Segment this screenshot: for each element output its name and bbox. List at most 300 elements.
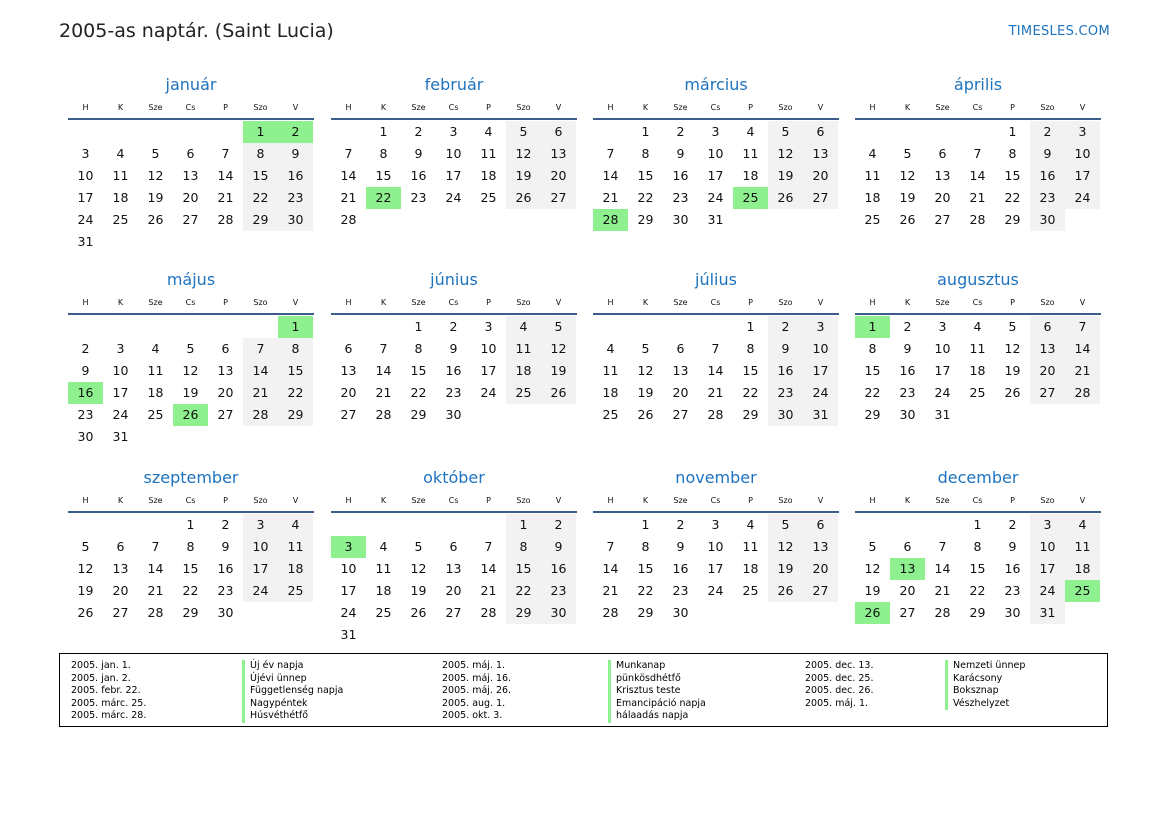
- day-cell: 8: [414, 341, 423, 356]
- weekday-label: H: [607, 103, 614, 112]
- day-cell: 20: [217, 385, 234, 400]
- day-cell: 21: [375, 385, 392, 400]
- day-cell: 17: [445, 168, 462, 183]
- day-cell: 30: [278, 209, 313, 231]
- day-cell: 27: [182, 212, 199, 227]
- day-cell: 16: [768, 360, 803, 382]
- day-cell: 5: [641, 341, 650, 356]
- day-cell: 21: [969, 190, 986, 205]
- day-cell: 10: [1065, 143, 1100, 165]
- legend-holiday-name: Boksznap: [945, 685, 1025, 698]
- day-cell: 11: [969, 341, 986, 356]
- empty-cell: [960, 121, 995, 143]
- day-cell: 23: [672, 583, 689, 598]
- day-cell: 4: [606, 341, 615, 356]
- day-cell: 11: [864, 168, 881, 183]
- day-cell: 7: [379, 341, 388, 356]
- day-cell: 9: [1008, 539, 1017, 554]
- day-cell: 14: [147, 561, 164, 576]
- day-cell: 16: [1004, 561, 1021, 576]
- day-cell: 20: [803, 558, 838, 580]
- day-cell: 9: [221, 539, 230, 554]
- empty-cell: [103, 121, 138, 143]
- day-cell: 19: [899, 190, 916, 205]
- day-cell: 30: [672, 212, 689, 227]
- day-grid: [68, 120, 314, 253]
- day-cell: 26: [410, 605, 427, 620]
- day-cell: 29: [637, 212, 654, 227]
- empty-cell: [243, 602, 278, 624]
- day-cell: 26: [899, 212, 916, 227]
- weekday-header: [855, 293, 1101, 315]
- day-cell: 2: [278, 121, 313, 143]
- empty-cell: [68, 121, 103, 143]
- day-cell: 17: [480, 363, 497, 378]
- month-name: június: [430, 270, 478, 289]
- legend-holiday-name: Új év napja: [242, 660, 343, 673]
- day-cell: 26: [541, 382, 576, 404]
- day-cell: 30: [217, 605, 234, 620]
- day-cell: 12: [1004, 341, 1021, 356]
- day-cell: 5: [414, 539, 423, 554]
- day-cell: 8: [973, 539, 982, 554]
- day-cell: 13: [112, 561, 129, 576]
- day-cell: 6: [541, 121, 576, 143]
- day-cell: 6: [676, 341, 685, 356]
- day-cell: 16: [1030, 165, 1065, 187]
- day-cell: 27: [803, 580, 838, 602]
- weekday-label: H: [607, 298, 614, 307]
- day-cell: 24: [1065, 187, 1100, 209]
- day-cell: 27: [445, 605, 462, 620]
- day-cell: 15: [864, 363, 881, 378]
- weekday-label: Cs: [710, 298, 721, 307]
- day-cell: 20: [445, 583, 462, 598]
- day-cell: 23: [541, 580, 576, 602]
- empty-cell: [541, 624, 576, 646]
- day-cell: 30: [1030, 209, 1065, 231]
- day-cell: 28: [340, 212, 357, 227]
- day-cell: 22: [864, 385, 881, 400]
- legend-holiday-name: Karácsony: [945, 673, 1025, 686]
- day-cell: 13: [803, 143, 838, 165]
- day-cell: 12: [637, 363, 654, 378]
- day-cell: 22: [637, 190, 654, 205]
- day-cell: 24: [445, 190, 462, 205]
- day-cell: 2: [541, 514, 576, 536]
- weekday-label: Sze: [411, 298, 426, 307]
- day-cell: 26: [768, 187, 803, 209]
- day-cell: 25: [864, 212, 881, 227]
- day-cell: 2: [1008, 517, 1017, 532]
- day-cell: 11: [1065, 536, 1100, 558]
- day-cell: 22: [182, 583, 199, 598]
- weekday-label: H: [82, 103, 89, 112]
- day-cell: 29: [410, 407, 427, 422]
- empty-cell: [960, 404, 995, 426]
- day-cell: 27: [541, 187, 576, 209]
- month-calendar: [855, 465, 1101, 624]
- day-cell: 21: [602, 190, 619, 205]
- empty-cell: [1065, 404, 1100, 426]
- day-cell: 17: [112, 385, 129, 400]
- day-cell: 28: [375, 407, 392, 422]
- day-cell: 21: [340, 190, 357, 205]
- day-cell: 26: [855, 602, 890, 624]
- legend-holiday-name: Nemzeti ünnep: [945, 660, 1025, 673]
- legend-date: 2005. dec. 25.: [805, 672, 874, 684]
- day-cell: 18: [480, 168, 497, 183]
- legend-holiday-name: hálaadás napja: [608, 710, 706, 723]
- day-cell: 31: [77, 234, 94, 249]
- empty-cell: [208, 121, 243, 143]
- day-cell: 13: [445, 561, 462, 576]
- day-cell: 13: [340, 363, 357, 378]
- empty-cell: [471, 209, 506, 231]
- weekday-label: K: [904, 103, 911, 112]
- legend-name-column: [945, 660, 1025, 710]
- day-cell: 16: [410, 168, 427, 183]
- weekday-label: V: [1079, 103, 1086, 112]
- day-cell: 19: [147, 190, 164, 205]
- empty-cell: [68, 316, 103, 338]
- weekday-label: Sze: [673, 298, 688, 307]
- legend-date: 2005. márc. 28.: [71, 710, 147, 721]
- day-cell: 6: [803, 121, 838, 143]
- day-grid: [593, 513, 839, 624]
- day-cell: 4: [506, 316, 541, 338]
- day-cell: 27: [340, 407, 357, 422]
- day-cell: 7: [1065, 316, 1100, 338]
- legend-date: 2005. okt. 3.: [442, 710, 503, 721]
- weekday-label: P: [1010, 103, 1015, 112]
- day-cell: 7: [243, 338, 278, 360]
- day-cell: 30: [1004, 605, 1021, 620]
- day-cell: 8: [243, 143, 278, 165]
- month-calendar: [855, 267, 1101, 426]
- legend-date: 2005. dec. 26.: [805, 685, 874, 696]
- day-cell: 17: [340, 583, 357, 598]
- empty-cell: [855, 121, 890, 143]
- legend-name-column: [242, 660, 343, 723]
- empty-cell: [366, 209, 401, 231]
- day-grid: [68, 513, 314, 624]
- weekday-label: Szo: [778, 103, 793, 112]
- day-cell: 11: [480, 146, 497, 161]
- day-cell: 14: [340, 168, 357, 183]
- day-cell: 22: [243, 187, 278, 209]
- day-cell: 8: [746, 341, 755, 356]
- day-grid: [855, 315, 1101, 426]
- empty-cell: [173, 121, 208, 143]
- empty-cell: [138, 231, 173, 253]
- day-cell: 8: [641, 539, 650, 554]
- day-cell: 13: [672, 363, 689, 378]
- day-cell: 27: [672, 407, 689, 422]
- day-cell: 9: [541, 536, 576, 558]
- empty-cell: [278, 231, 313, 253]
- day-cell: 11: [602, 363, 619, 378]
- weekday-header: [593, 98, 839, 120]
- day-cell: 27: [803, 187, 838, 209]
- day-cell: 28: [1065, 382, 1100, 404]
- day-grid: [331, 513, 577, 646]
- day-cell: 23: [278, 187, 313, 209]
- weekday-label: P: [486, 103, 491, 112]
- day-cell: 5: [768, 514, 803, 536]
- day-cell: 14: [243, 360, 278, 382]
- day-cell: 3: [711, 124, 720, 139]
- weekday-label: Szo: [253, 298, 268, 307]
- day-cell: 15: [637, 561, 654, 576]
- weekday-header: [855, 98, 1101, 120]
- day-cell: 26: [768, 580, 803, 602]
- day-cell: 30: [899, 407, 916, 422]
- day-cell: 9: [278, 143, 313, 165]
- day-cell: 19: [768, 558, 803, 580]
- day-cell: 14: [217, 168, 234, 183]
- holiday-legend: [59, 653, 1108, 727]
- day-cell: 17: [707, 561, 724, 576]
- legend-holiday-name: Vészhelyzet: [945, 698, 1025, 711]
- day-cell: 5: [768, 121, 803, 143]
- day-cell: 14: [969, 168, 986, 183]
- day-cell: 29: [742, 407, 759, 422]
- legend-date: 2005. máj. 1.: [442, 660, 506, 671]
- day-cell: 24: [707, 190, 724, 205]
- empty-cell: [593, 121, 628, 143]
- legend-date: 2005. máj. 26.: [442, 685, 512, 696]
- weekday-label: Sze: [673, 496, 688, 505]
- day-cell: 5: [868, 539, 877, 554]
- day-cell: 24: [1030, 580, 1065, 602]
- weekday-label: H: [82, 298, 89, 307]
- day-cell: 31: [340, 627, 357, 642]
- day-cell: 23: [445, 385, 462, 400]
- empty-cell: [1065, 602, 1100, 624]
- weekday-label: Sze: [935, 496, 950, 505]
- weekday-label: K: [380, 103, 387, 112]
- weekday-label: Szo: [778, 496, 793, 505]
- day-cell: 19: [1004, 363, 1021, 378]
- month-calendar: [331, 267, 577, 426]
- day-cell: 15: [410, 363, 427, 378]
- day-cell: 12: [768, 143, 803, 165]
- day-cell: 12: [77, 561, 94, 576]
- day-cell: 30: [768, 404, 803, 426]
- day-cell: 4: [484, 124, 493, 139]
- legend-date: 2005. máj. 16.: [442, 672, 512, 684]
- weekday-label: Sze: [148, 298, 163, 307]
- month-calendar: [68, 465, 314, 624]
- weekday-label: V: [817, 298, 824, 307]
- month-name: május: [166, 270, 216, 289]
- weekday-label: V: [817, 103, 824, 112]
- day-cell: 28: [602, 605, 619, 620]
- day-cell: 27: [899, 605, 916, 620]
- weekday-label: Szo: [516, 103, 531, 112]
- weekday-header: [855, 491, 1101, 513]
- empty-cell: [803, 209, 838, 231]
- weekday-label: K: [380, 298, 387, 307]
- day-cell: 31: [1030, 602, 1065, 624]
- day-cell: 27: [217, 407, 234, 422]
- day-cell: 2: [1030, 121, 1065, 143]
- month-calendar: [68, 72, 314, 253]
- day-cell: 2: [903, 319, 912, 334]
- day-cell: 25: [506, 382, 541, 404]
- month-calendar: [331, 72, 577, 231]
- day-cell: 25: [112, 212, 129, 227]
- day-cell: 23: [77, 407, 94, 422]
- day-cell: 14: [934, 561, 951, 576]
- weekday-label: V: [1079, 496, 1086, 505]
- legend-date-column: [71, 660, 146, 723]
- day-cell: 6: [903, 539, 912, 554]
- empty-cell: [278, 426, 313, 448]
- day-cell: 10: [803, 338, 838, 360]
- day-cell: 10: [707, 146, 724, 161]
- month-name: március: [684, 75, 748, 94]
- weekday-header: [331, 491, 577, 513]
- day-cell: 20: [672, 385, 689, 400]
- day-cell: 3: [711, 517, 720, 532]
- day-cell: 18: [375, 583, 392, 598]
- month-name: szeptember: [143, 468, 239, 487]
- day-cell: 6: [344, 341, 353, 356]
- day-cell: 28: [969, 212, 986, 227]
- empty-cell: [243, 426, 278, 448]
- day-cell: 23: [217, 583, 234, 598]
- day-cell: 3: [938, 319, 947, 334]
- day-cell: 6: [221, 341, 230, 356]
- weekday-label: K: [904, 496, 911, 505]
- day-cell: 29: [969, 605, 986, 620]
- legend-date: 2005. febr. 22.: [71, 685, 141, 696]
- day-cell: 5: [1008, 319, 1017, 334]
- day-cell: 7: [973, 146, 982, 161]
- month-name: december: [937, 468, 1019, 487]
- day-grid: [331, 315, 577, 426]
- empty-cell: [103, 514, 138, 536]
- day-cell: 31: [803, 404, 838, 426]
- weekday-label: Cs: [448, 496, 459, 505]
- day-cell: 26: [147, 212, 164, 227]
- day-cell: 24: [77, 212, 94, 227]
- day-cell: 16: [541, 558, 576, 580]
- weekday-label: H: [345, 496, 352, 505]
- day-cell: 8: [506, 536, 541, 558]
- day-cell: 2: [449, 319, 458, 334]
- day-cell: 22: [278, 382, 313, 404]
- weekday-label: V: [292, 103, 299, 112]
- day-cell: 11: [375, 561, 392, 576]
- empty-cell: [541, 209, 576, 231]
- day-cell: 3: [449, 124, 458, 139]
- empty-cell: [890, 121, 925, 143]
- day-cell: 9: [1030, 143, 1065, 165]
- day-cell: 28: [217, 212, 234, 227]
- day-cell: 23: [768, 382, 803, 404]
- day-cell: 31: [707, 212, 724, 227]
- day-cell: 17: [243, 558, 278, 580]
- month-name: április: [953, 75, 1003, 94]
- day-cell: 9: [768, 338, 803, 360]
- weekday-header: [68, 98, 314, 120]
- weekday-label: Sze: [935, 103, 950, 112]
- day-cell: 21: [243, 382, 278, 404]
- weekday-label: K: [117, 103, 124, 112]
- empty-cell: [401, 624, 436, 646]
- legend-holiday-name: Függetlenség napja: [242, 685, 343, 698]
- day-cell: 29: [278, 404, 313, 426]
- empty-cell: [733, 602, 768, 624]
- day-cell: 10: [707, 539, 724, 554]
- legend-holiday-name: pünkösdhétfő: [608, 673, 706, 686]
- weekday-label: Sze: [935, 298, 950, 307]
- day-cell: 18: [147, 385, 164, 400]
- weekday-label: H: [607, 496, 614, 505]
- day-cell: 13: [541, 143, 576, 165]
- day-cell: 29: [637, 605, 654, 620]
- empty-cell: [103, 231, 138, 253]
- day-cell: 16: [278, 165, 313, 187]
- weekday-label: Szo: [253, 103, 268, 112]
- day-cell: 21: [1065, 360, 1100, 382]
- empty-cell: [593, 514, 628, 536]
- day-cell: 17: [1030, 558, 1065, 580]
- day-cell: 10: [77, 168, 94, 183]
- weekday-header: [593, 293, 839, 315]
- weekday-label: V: [292, 298, 299, 307]
- weekday-label: H: [345, 103, 352, 112]
- day-cell: 25: [375, 605, 392, 620]
- day-cell: 1: [973, 517, 982, 532]
- day-cell: 2: [676, 124, 685, 139]
- day-cell: 2: [768, 316, 803, 338]
- brand-link[interactable]: TIMESLES.COM: [1008, 24, 1110, 39]
- day-cell: 12: [182, 363, 199, 378]
- day-cell: 10: [340, 561, 357, 576]
- day-cell: 29: [506, 602, 541, 624]
- weekday-label: Sze: [148, 103, 163, 112]
- day-cell: 4: [116, 146, 125, 161]
- day-cell: 5: [186, 341, 195, 356]
- day-cell: 22: [410, 385, 427, 400]
- day-grid: [855, 513, 1101, 624]
- weekday-label: K: [904, 298, 911, 307]
- day-cell: 18: [112, 190, 129, 205]
- weekday-header: [331, 293, 577, 315]
- weekday-label: Cs: [972, 496, 983, 505]
- month-calendar: [855, 72, 1101, 231]
- weekday-label: Szo: [778, 298, 793, 307]
- empty-cell: [366, 514, 401, 536]
- day-cell: 3: [331, 536, 366, 558]
- day-cell: 23: [1004, 583, 1021, 598]
- legend-date: 2005. máj. 1.: [805, 697, 869, 709]
- empty-cell: [173, 316, 208, 338]
- empty-cell: [243, 316, 278, 338]
- day-cell: 4: [1065, 514, 1100, 536]
- weekday-label: V: [817, 496, 824, 505]
- empty-cell: [208, 316, 243, 338]
- day-cell: 4: [868, 146, 877, 161]
- day-cell: 7: [938, 539, 947, 554]
- legend-holiday-name: Emancipáció napja: [608, 698, 706, 711]
- day-cell: 29: [243, 209, 278, 231]
- weekday-label: Szo: [516, 496, 531, 505]
